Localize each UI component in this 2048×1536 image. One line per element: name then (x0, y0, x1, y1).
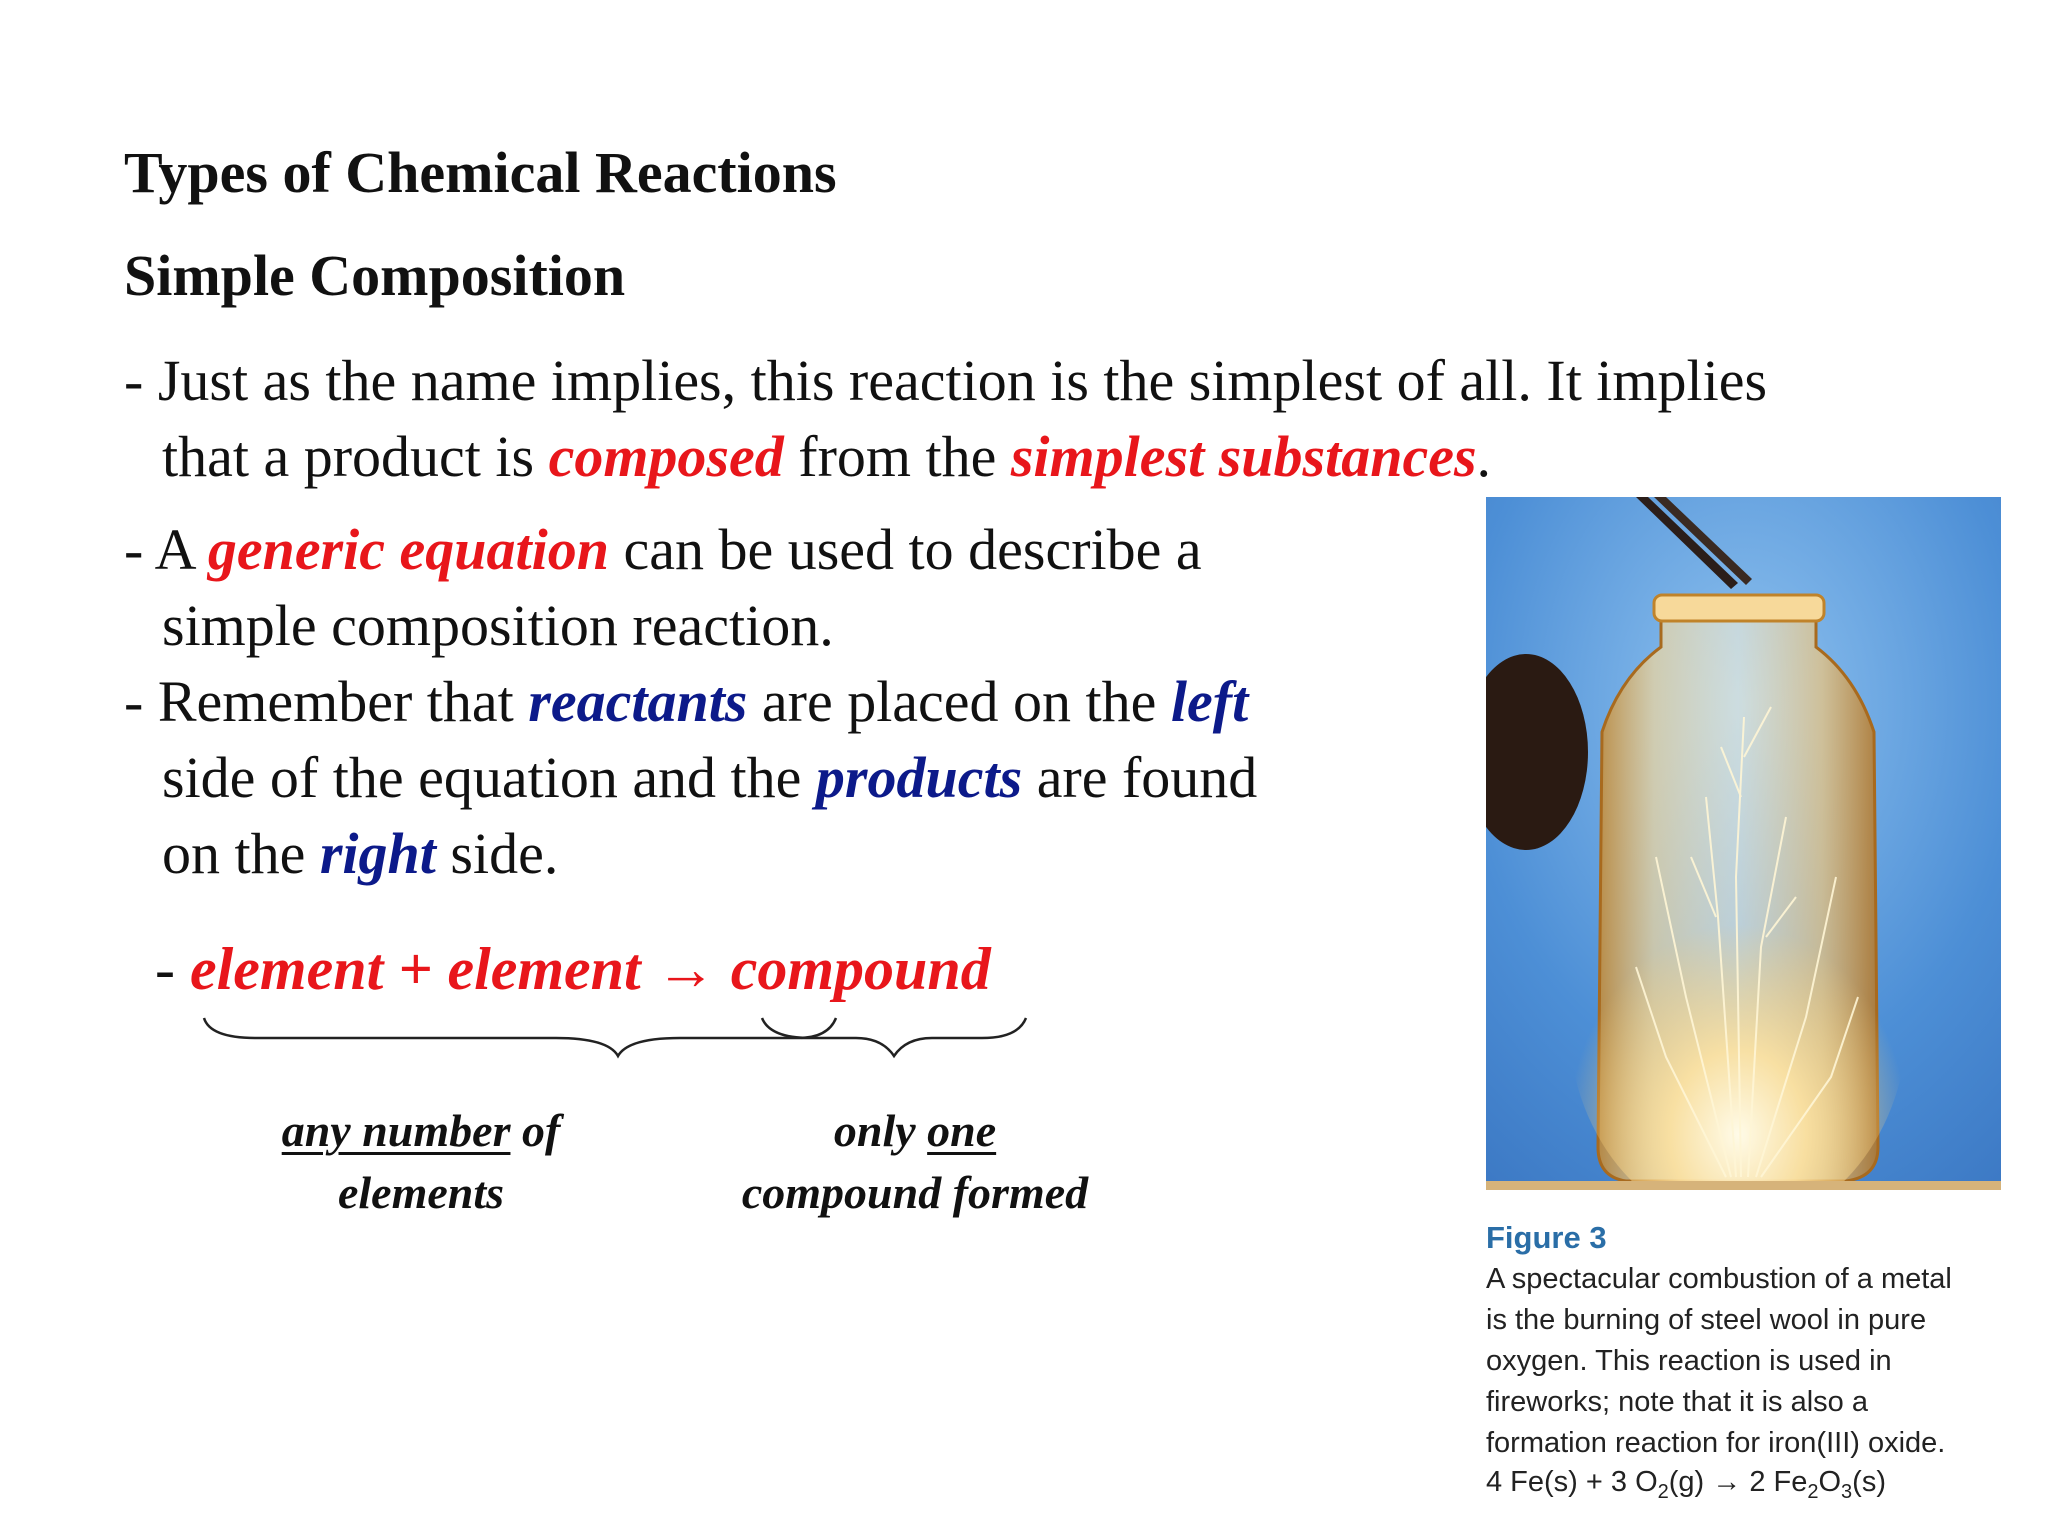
equation-dash: - (155, 936, 190, 1002)
equation-text: element + element → compound (189, 936, 991, 1002)
paragraph-reactants-products (124, 664, 1257, 892)
note-any-number-of-elements (256, 1100, 586, 1224)
para2-text: can be used to describe a (608, 517, 1202, 582)
para3-text: are placed on the (747, 669, 1171, 734)
bullet-dash: - (124, 517, 155, 582)
para1-line1: Just as the name implies, this reaction is the simplest of all. It implies (157, 348, 1768, 413)
para3-text: Remember that (157, 669, 529, 734)
para3-text: side. (435, 821, 559, 886)
fig-eq-part: (s) (1852, 1466, 1886, 1498)
steel-wool-combustion-photo (1486, 497, 2001, 1190)
figure-label: Figure 3 (1486, 1220, 1607, 1255)
left-brace (204, 1018, 836, 1056)
slide-subtitle: Simple Composition (124, 243, 626, 308)
para2-text: A (154, 517, 208, 582)
generic-equation (155, 932, 991, 1006)
paragraph-generic-equation (124, 512, 1202, 664)
emphasis-reactants: reactants (528, 669, 748, 734)
note-of: of (510, 1105, 561, 1156)
caption-line: formation reaction for iron(III) oxide. (1486, 1427, 1946, 1459)
figure-caption (1486, 1259, 2016, 1464)
emphasis-right: right (319, 821, 436, 886)
slide-title: Types of Chemical Reactions (124, 140, 837, 205)
fig-eq-part: (g) → 2 Fe (1668, 1466, 1808, 1498)
caption-line: oxygen. This reaction is used in (1486, 1345, 1892, 1377)
para3-text: on the (162, 821, 320, 886)
para1-period: . (1476, 424, 1492, 489)
para2-line2: simple composition reaction. (162, 593, 834, 658)
note-compound-formed: compound formed (741, 1167, 1089, 1218)
caption-line: fireworks; note that it is also a (1486, 1386, 1868, 1418)
fig-eq-part: O (1818, 1466, 1842, 1498)
note-only: only (833, 1105, 928, 1156)
emphasis-generic-equation: generic equation (207, 517, 609, 582)
para1-text: from the (783, 424, 1011, 489)
para3-text: are found (1022, 745, 1258, 810)
emphasis-left: left (1170, 669, 1249, 734)
caption-line: is the burning of steel wool in pure (1486, 1304, 1927, 1336)
fig-eq-subscript: 2 (1807, 1480, 1819, 1503)
para3-text: side of the equation and the (162, 745, 816, 810)
bullet-dash: - (124, 348, 158, 413)
fig-eq-part: 4 Fe(s) + 3 O (1486, 1466, 1658, 1498)
emphasis-products: products (815, 745, 1023, 810)
note-only-one-compound (720, 1100, 1110, 1224)
note-underlined-one: one (927, 1105, 997, 1156)
figure-equation (1486, 1466, 1886, 1504)
note-underlined-any-number: any number (281, 1105, 511, 1156)
right-brace (762, 1018, 1026, 1056)
emphasis-composed: composed (548, 424, 784, 489)
fig-eq-subscript: 3 (1841, 1480, 1853, 1503)
para1-text: that a product is (162, 424, 549, 489)
note-elements: elements (337, 1167, 505, 1218)
brace-graphics (196, 1012, 1056, 1068)
emphasis-simplest-substances: simplest substances (1010, 424, 1477, 489)
bullet-dash: - (124, 669, 158, 734)
fig-eq-subscript: 2 (1657, 1480, 1669, 1503)
caption-line: A spectacular combustion of a metal (1486, 1263, 1952, 1295)
paragraph-definition (124, 343, 1767, 495)
